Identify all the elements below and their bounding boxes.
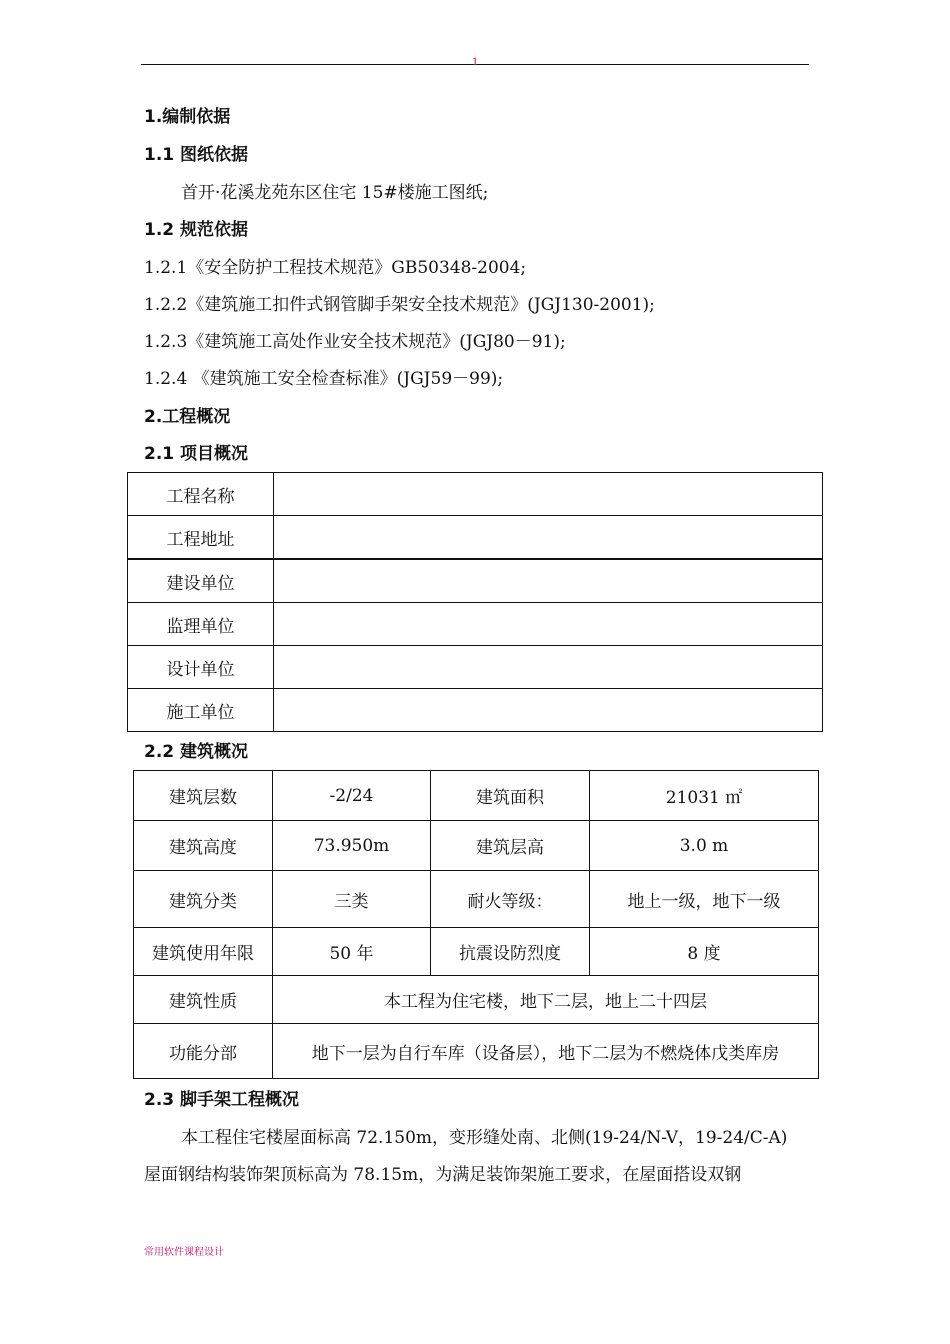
row-label: 建设单位 [128,559,274,603]
cell: 抗震设防烈度 [431,928,590,976]
row-label: 监理单位 [128,603,274,646]
table-row [128,689,823,732]
row-label: 工程名称 [128,473,274,516]
cell: 建筑使用年限 [134,928,273,976]
table-row [134,771,819,821]
row-value [274,689,823,732]
drawing-basis-text: 首开·花溪龙苑东区住宅 15#楼施工图纸; [181,183,489,203]
spec-item: 1.2.2《建筑施工扣件式钢管脚手架安全技术规范》(JGJ130-2001); [144,295,655,315]
heading-1: 1.编制依据 [144,107,231,127]
cell: 地下一层为自行车库（设备层），地下二层为不燃烧体戊类库房 [273,1024,819,1079]
cell: 耐火等级： [431,871,590,928]
row-value [274,473,823,516]
cell: 建筑性质 [134,976,273,1024]
building-overview-table [133,770,819,1079]
paragraph-line: 本工程住宅楼屋面标高 72.150m，变形缝处南、北侧(19-24/N-V，19-24/C-A) [181,1128,788,1148]
page-number-mark: 1 [472,57,479,68]
spec-item: 1.2.3《建筑施工高处作业安全技术规范》(JGJ80－91); [144,332,566,352]
table-row [134,928,819,976]
table-row [128,559,823,603]
cell: 8 度 [590,928,819,976]
cell: 3.0 m [590,821,819,871]
spec-item: 1.2.4 《建筑施工安全检查标准》(JGJ59－99); [144,369,504,389]
row-label: 工程地址 [128,516,274,560]
table-row [134,821,819,871]
cell: 73.950m [273,821,431,871]
heading-2-3: 2.3 脚手架工程概况 [144,1090,300,1110]
row-value [274,559,823,603]
heading-2-2: 2.2 建筑概况 [144,742,249,762]
cell: 地上一级，地下一级 [590,871,819,928]
table-row [128,646,823,689]
cell: 功能分部 [134,1024,273,1079]
row-label: 设计单位 [128,646,274,689]
table-row [128,603,823,646]
cell: 建筑面积 [431,771,590,821]
heading-1-2: 1.2 规范依据 [144,220,249,240]
row-value [274,603,823,646]
paragraph-line: 屋面钢结构装饰架顶标高为 78.15m，为满足装饰架施工要求，在屋面搭设双钢 [144,1165,742,1185]
heading-2: 2.工程概况 [144,407,231,427]
row-value [274,646,823,689]
project-overview-table [127,472,823,732]
footer-text: 常用软件课程设计 [144,1247,224,1258]
heading-2-1: 2.1 项目概况 [144,444,249,464]
table-row [134,1024,819,1079]
cell: 建筑层数 [134,771,273,821]
row-value [274,516,823,560]
cell: 建筑分类 [134,871,273,928]
heading-1-1: 1.1 图纸依据 [144,145,249,165]
cell: 本工程为住宅楼，地下二层，地上二十四层 [273,976,819,1024]
table-row [134,976,819,1024]
cell: 三类 [273,871,431,928]
cell: 建筑层高 [431,821,590,871]
row-label: 施工单位 [128,689,274,732]
table-row [134,871,819,928]
table-row [128,473,823,516]
cell: 50 年 [273,928,431,976]
cell: 21031 ㎡ [590,771,819,821]
cell: -2/24 [273,771,431,821]
table-row [128,516,823,560]
cell: 建筑高度 [134,821,273,871]
spec-item: 1.2.1《安全防护工程技术规范》GB50348-2004; [144,258,527,278]
